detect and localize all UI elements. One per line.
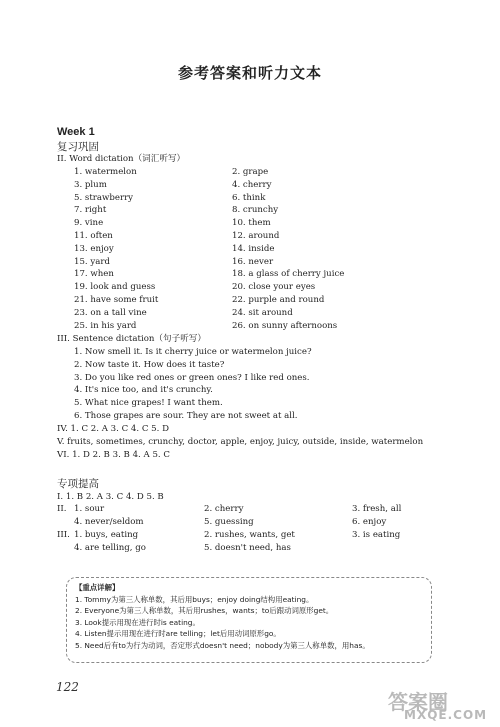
section-improve-heading: 专项提高 bbox=[57, 478, 99, 490]
word-item: 11. often bbox=[74, 230, 113, 241]
word-item: 23. on a tall vine bbox=[74, 307, 147, 318]
week-heading: Week 1 bbox=[57, 126, 95, 138]
s2-part2-item: 5. guessing bbox=[204, 517, 254, 527]
word-item: 18. a glass of cherry juice bbox=[232, 269, 345, 280]
word-item: 12. around bbox=[232, 230, 280, 241]
s2-part2-label: II. bbox=[57, 504, 67, 514]
sentence-list bbox=[74, 346, 312, 423]
note-item: 1. Tommy为第三人称单数，其后用buys；enjoy doing结构用eating。 bbox=[75, 594, 314, 604]
sentence-item: 2. Now taste it. How does it taste? bbox=[74, 359, 225, 370]
word-item: 14. inside bbox=[232, 243, 275, 254]
word-list-left bbox=[74, 166, 158, 332]
word-item: 22. purple and round bbox=[232, 294, 325, 305]
sentence-item: 6. Those grapes are sour. They are not sweet at all. bbox=[74, 410, 298, 421]
watermark-url: MXQE.COM bbox=[404, 708, 488, 722]
page-number: 122 bbox=[56, 680, 79, 694]
s2-part3-item: 2. rushes, wants, get bbox=[204, 530, 295, 540]
s2-part2-item: 1. sour bbox=[74, 504, 105, 514]
note-item: 4. Listen提示用现在进行时are telling；let后用动词原形go。 bbox=[75, 629, 281, 639]
sentence-item: 1. Now smell it. Is it cherry juice or watermelon juice? bbox=[74, 347, 312, 357]
part5-answers: V. fruits, sometimes, crunchy, doctor, apple, enjoy, juicy, outside, inside, watermelon bbox=[57, 437, 424, 447]
note-title: 【重点详解】 bbox=[75, 583, 120, 592]
word-item: 26. on sunny afternoons bbox=[232, 320, 338, 331]
s2-part3-item: 1. buys, eating bbox=[74, 530, 139, 540]
s2-part3-item: 3. is eating bbox=[352, 530, 401, 540]
word-item: 9. vine bbox=[74, 218, 104, 229]
word-list-right bbox=[232, 166, 344, 332]
word-item: 2. grape bbox=[232, 167, 269, 177]
note-item: 2. Everyone为第三人称单数，其后用rushes，wants；to后跟动词原形get。 bbox=[75, 606, 334, 616]
section-review-heading: 复习巩固 bbox=[57, 141, 99, 153]
word-item: 6. think bbox=[232, 192, 266, 203]
part2-heading: II. Word dictation（词汇听写） bbox=[57, 154, 186, 164]
word-item: 4. cherry bbox=[232, 179, 272, 190]
s2-part2-item: 2. cherry bbox=[204, 504, 244, 514]
s2-part3-item: 4. are telling, go bbox=[74, 543, 146, 553]
s2-part2-item: 4. never/seldom bbox=[74, 517, 144, 527]
word-item: 7. right bbox=[74, 205, 107, 216]
word-item: 8. crunchy bbox=[232, 205, 279, 216]
s2-part2-item: 3. fresh, all bbox=[352, 504, 402, 514]
word-item: 17. when bbox=[74, 269, 114, 280]
note-item: 5. Need后有to为行为动词，否定形式doesn't need；nobody为第三人称单数，用has。 bbox=[75, 640, 370, 650]
word-item: 20. close your eyes bbox=[232, 282, 316, 293]
s2-part2-item: 6. enjoy bbox=[352, 517, 387, 527]
word-item: 21. have some fruit bbox=[74, 294, 159, 305]
part6-answers: VI. 1. D 2. B 3. B 4. A 5. C bbox=[57, 450, 170, 460]
sentence-item: 5. What nice grapes! I want them. bbox=[74, 398, 223, 409]
page-title: 参考答案和听力文本 bbox=[177, 64, 322, 82]
watermark-logo: 答案圈 bbox=[388, 690, 448, 714]
word-item: 13. enjoy bbox=[74, 243, 114, 254]
note-item: 3. Look提示用现在进行时is eating。 bbox=[75, 617, 200, 627]
s2-part3-item: 5. doesn't need, has bbox=[204, 543, 291, 553]
s2-part1-answers: I. 1. B 2. A 3. C 4. D 5. B bbox=[57, 492, 164, 502]
part3-heading: III. Sentence dictation（句子听写） bbox=[57, 334, 206, 344]
word-item: 19. look and guess bbox=[74, 282, 156, 293]
word-item: 1. watermelon bbox=[74, 167, 137, 177]
part4-answers: IV. 1. C 2. A 3. C 4. C 5. D bbox=[57, 424, 169, 434]
word-item: 25. in his yard bbox=[74, 320, 137, 331]
s2-part3-label: III. bbox=[57, 530, 70, 540]
word-item: 16. never bbox=[232, 256, 274, 267]
sentence-item: 4. It's nice too, and it's crunchy. bbox=[74, 385, 213, 396]
word-item: 24. sit around bbox=[232, 307, 293, 318]
word-item: 3. plum bbox=[74, 179, 107, 190]
key-explanation-box bbox=[66, 577, 432, 663]
word-item: 10. them bbox=[232, 218, 271, 229]
word-item: 15. yard bbox=[74, 256, 110, 267]
word-item: 5. strawberry bbox=[74, 192, 134, 203]
sentence-item: 3. Do you like red ones or green ones? I like red ones. bbox=[74, 372, 310, 383]
